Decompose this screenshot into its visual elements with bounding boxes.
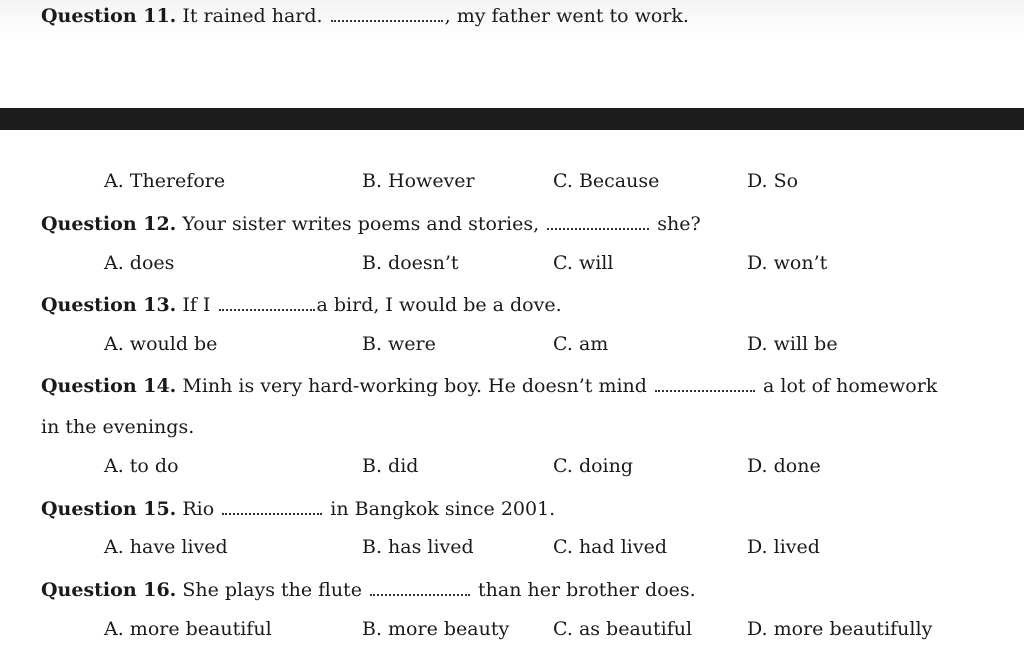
question-14-stem xyxy=(41,371,937,401)
question-12-text-before: Your sister writes poems and stories, xyxy=(182,213,540,235)
question-16-option-d[interactable]: D. more beautifully xyxy=(747,618,933,640)
question-12-stem xyxy=(41,209,701,239)
question-15-blank xyxy=(222,499,322,515)
question-14-option-d[interactable]: D. done xyxy=(747,455,821,477)
question-14-number: Question 14. xyxy=(41,375,177,397)
question-14-option-b[interactable]: B. did xyxy=(362,455,419,477)
question-14-text-before: Minh is very hard-working boy. He doesn’t mind xyxy=(182,375,647,397)
question-11-option-c[interactable]: C. Because xyxy=(553,170,660,192)
question-15-option-d[interactable]: D. lived xyxy=(747,536,820,558)
question-13-blank xyxy=(219,295,315,311)
question-15-number: Question 15. xyxy=(41,498,177,520)
question-14-option-a[interactable]: A. to do xyxy=(104,455,179,477)
redaction-bar xyxy=(0,108,1024,130)
question-12-text-after: she? xyxy=(657,213,701,235)
question-16-option-b[interactable]: B. more beauty xyxy=(362,618,510,640)
question-13-text-after: a bird, I would be a dove. xyxy=(316,294,562,316)
question-13-option-c[interactable]: C. am xyxy=(553,333,609,355)
question-15-text-after: in Bangkok since 2001. xyxy=(330,498,556,520)
question-15-option-b[interactable]: B. has lived xyxy=(362,536,474,558)
question-16-text-before: She plays the flute xyxy=(182,579,362,601)
question-13-stem xyxy=(41,290,562,320)
question-15-stem xyxy=(41,494,555,524)
question-15-option-a[interactable]: A. have lived xyxy=(104,536,228,558)
question-16-blank xyxy=(370,580,470,596)
question-13-number: Question 13. xyxy=(41,294,177,316)
question-15-option-c[interactable]: C. had lived xyxy=(553,536,667,558)
question-11-blank xyxy=(331,6,443,22)
question-11-text-after: , my father went to work. xyxy=(444,5,689,27)
question-14-text-after: a lot of homework xyxy=(763,375,938,397)
question-11-number: Question 11. xyxy=(41,5,177,27)
question-15-text-before: Rio xyxy=(182,498,215,520)
question-11-option-a[interactable]: A. Therefore xyxy=(104,170,226,192)
question-13-option-a[interactable]: A. would be xyxy=(104,333,218,355)
question-16-number: Question 16. xyxy=(41,579,177,601)
question-11-text-before: It rained hard. xyxy=(182,5,323,27)
question-11-option-b[interactable]: B. However xyxy=(362,170,475,192)
question-13-option-d[interactable]: D. will be xyxy=(747,333,838,355)
question-13-text-before: If I xyxy=(182,294,211,316)
question-16-option-c[interactable]: C. as beautiful xyxy=(553,618,693,640)
question-12-blank xyxy=(547,214,649,230)
question-12-option-d[interactable]: D. won’t xyxy=(747,252,828,274)
question-14-blank xyxy=(655,376,755,392)
question-14-continuation: in the evenings. xyxy=(41,416,195,438)
question-16-text-after: than her brother does. xyxy=(478,579,696,601)
question-11-stem xyxy=(41,1,689,31)
question-12-option-b[interactable]: B. doesn’t xyxy=(362,252,459,274)
question-13-option-b[interactable]: B. were xyxy=(362,333,436,355)
question-14-option-c[interactable]: C. doing xyxy=(553,455,634,477)
question-12-number: Question 12. xyxy=(41,213,177,235)
question-12-option-a[interactable]: A. does xyxy=(104,252,175,274)
question-16-stem xyxy=(41,575,696,605)
question-16-option-a[interactable]: A. more beautiful xyxy=(104,618,272,640)
question-11-option-d[interactable]: D. So xyxy=(747,170,799,192)
question-12-option-c[interactable]: C. will xyxy=(553,252,614,274)
